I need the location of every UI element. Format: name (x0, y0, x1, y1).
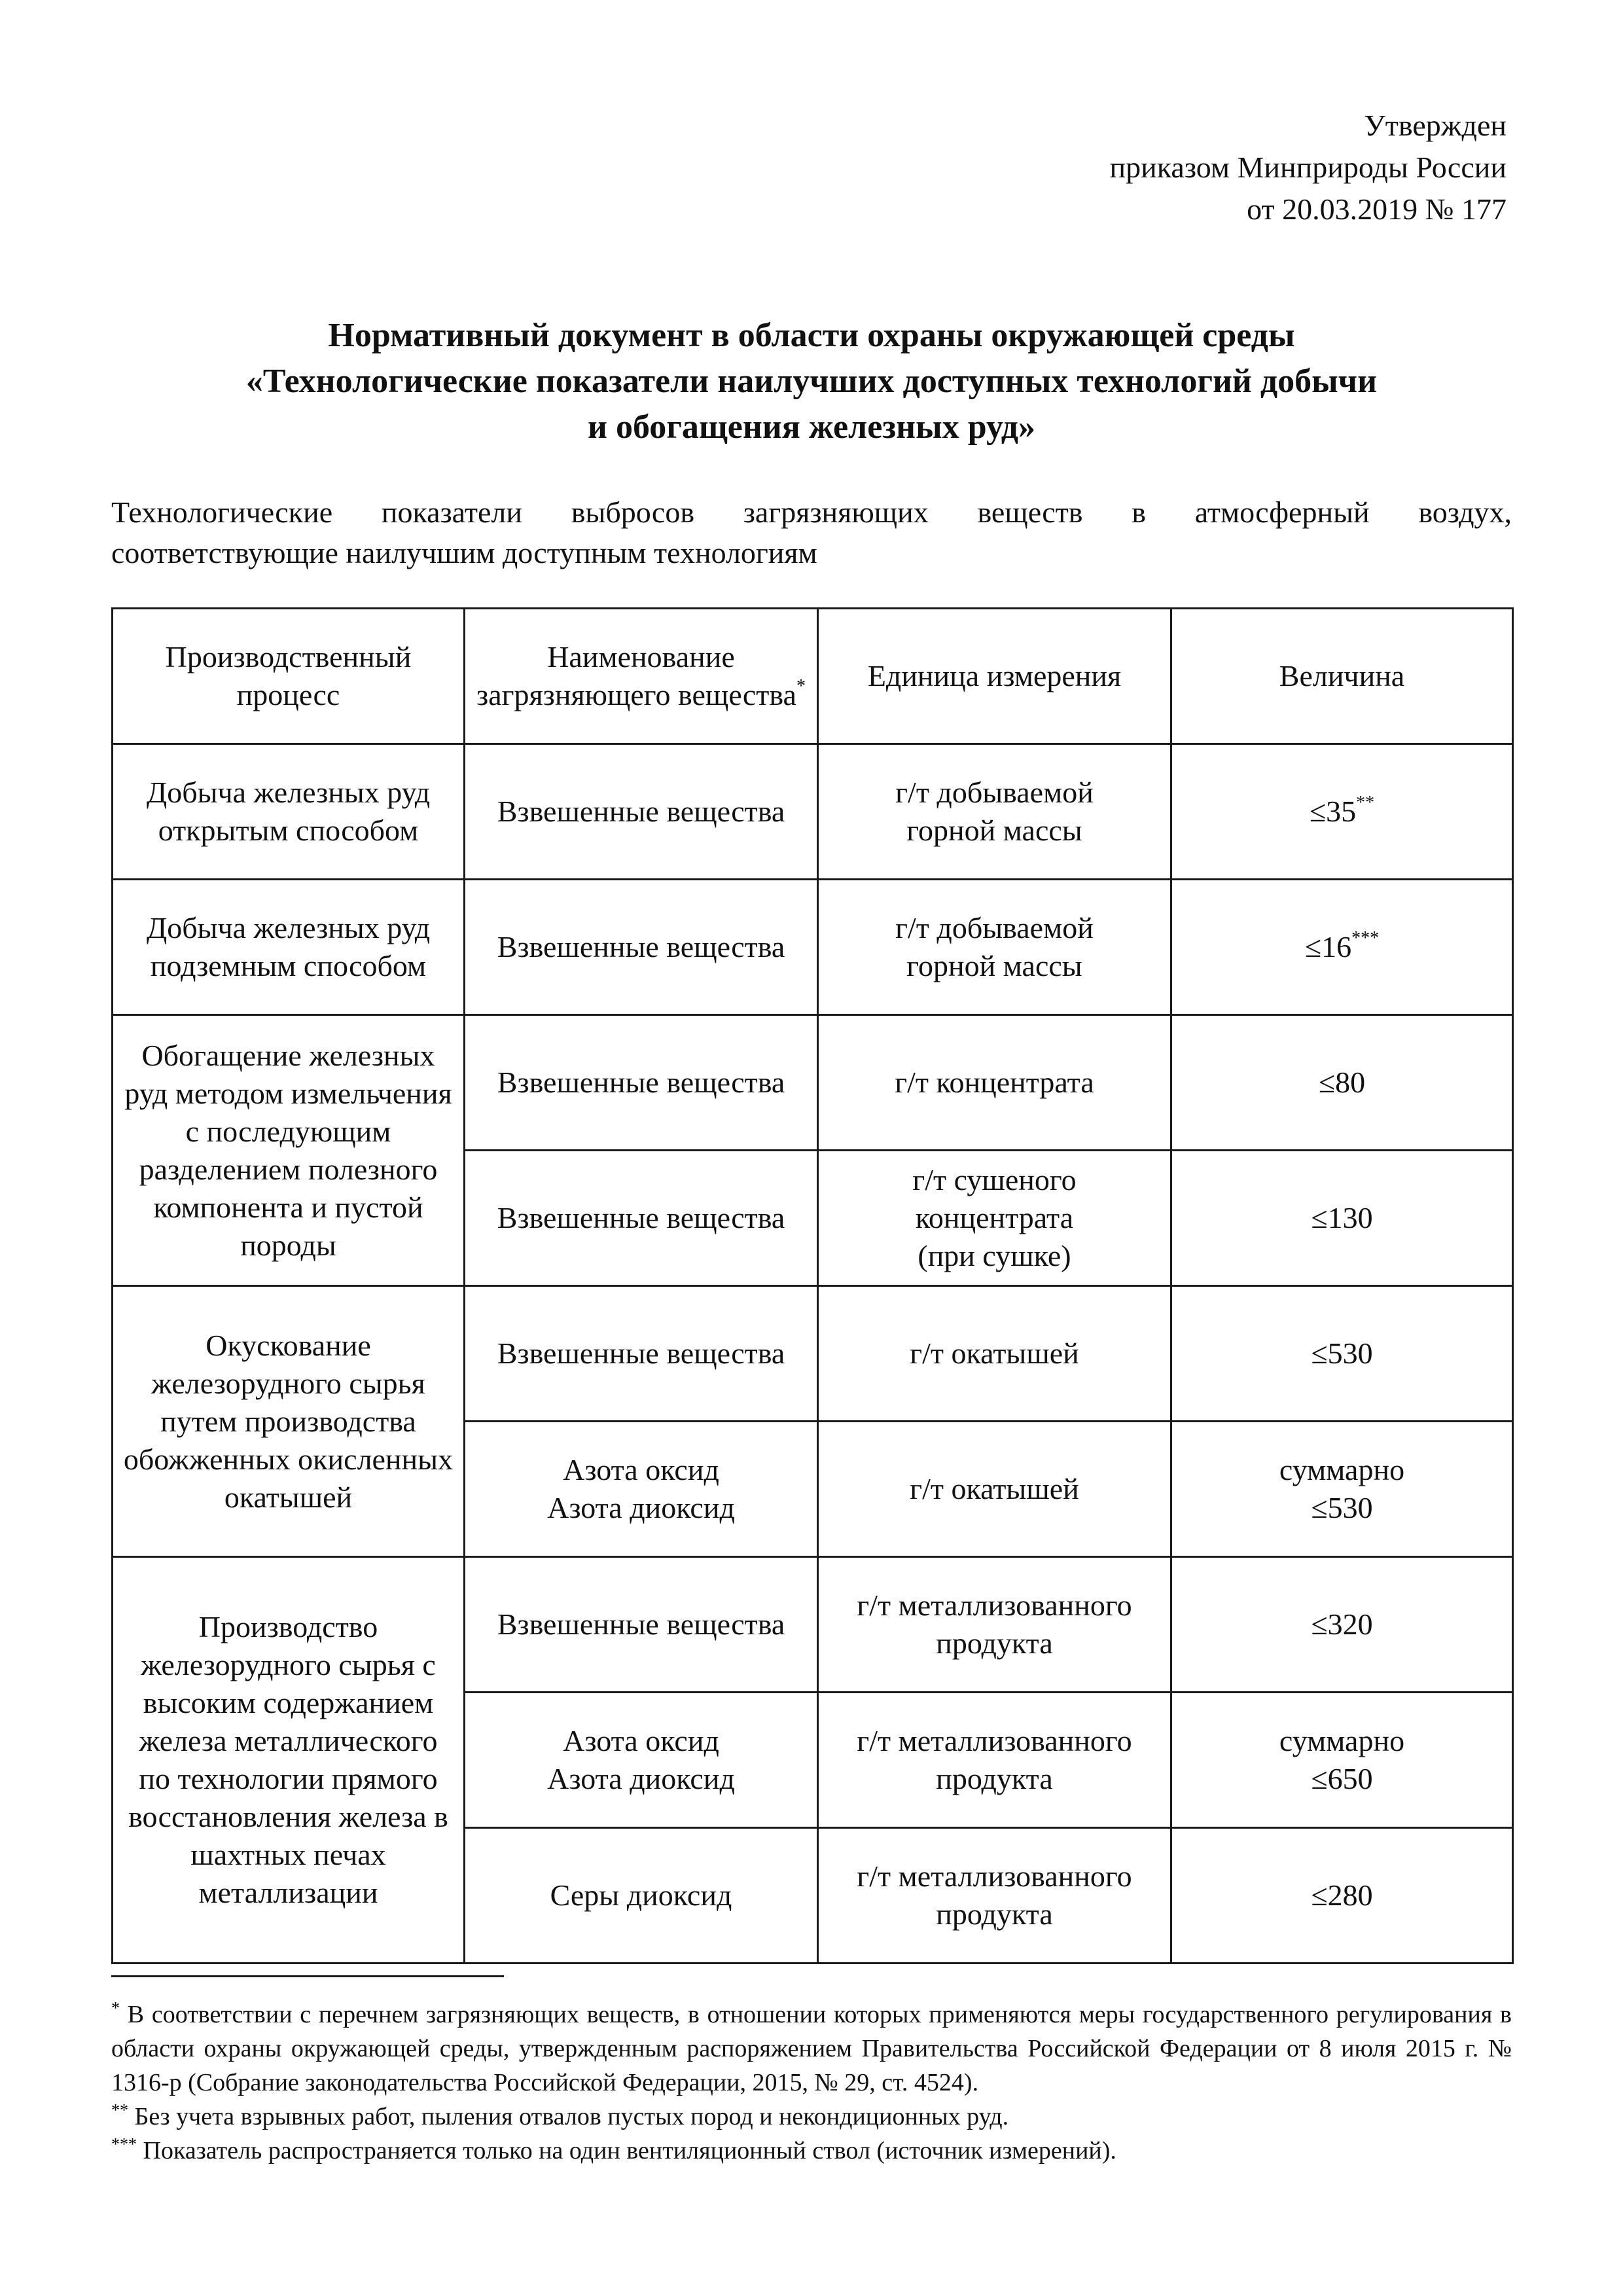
title-line-1: Нормативный документ в области охраны окружающей среды (328, 317, 1295, 354)
cell-unit (818, 1015, 1171, 1151)
table-row (113, 1557, 1513, 1693)
header-unit (818, 609, 1171, 744)
cell-unit-line: концентрата (915, 1201, 1074, 1234)
cell-substance-line: Взвешенные вещества (497, 1201, 785, 1234)
table-header-row (113, 609, 1513, 744)
cell-value (1171, 1828, 1513, 1964)
footnote (111, 2134, 1512, 2168)
cell-process: Окускование железорудного сырья путем производства обожженных окисленных окатышей (113, 1286, 465, 1557)
intro-line-2: соответствующие наилучшим доступным технологиям (111, 536, 817, 569)
cell-value-line-wrap (1179, 793, 1505, 831)
table-row (113, 880, 1513, 1015)
cell-value-line: ≤530 (1311, 1491, 1373, 1524)
cell-value (1171, 1015, 1513, 1151)
cell-value-line: ≤35 (1309, 795, 1357, 828)
cell-unit (818, 1151, 1171, 1286)
cell-unit (818, 1286, 1171, 1422)
cell-value-line: ≤80 (1318, 1066, 1366, 1099)
cell-substance (465, 1422, 818, 1557)
cell-substance (465, 744, 818, 880)
cell-unit (818, 1693, 1171, 1828)
cell-unit-line: г/т окатышей (910, 1472, 1079, 1505)
footnotes (111, 1998, 1512, 2168)
cell-unit-line: (при сушке) (918, 1239, 1071, 1272)
approval-line-2: приказом Минприроды России (1109, 151, 1507, 184)
cell-unit-line: г/т металлизованного (857, 1859, 1132, 1893)
table-row (113, 744, 1513, 880)
cell-value (1171, 1422, 1513, 1557)
cell-substance (465, 1828, 818, 1964)
cell-process: Добыча железных руд открытым способом (113, 744, 465, 880)
cell-value (1171, 1557, 1513, 1693)
cell-substance-line: Азота диоксид (547, 1491, 735, 1524)
cell-value (1171, 880, 1513, 1015)
cell-unit-line: продукта (936, 1897, 1053, 1931)
approval-line-3: от 20.03.2019 № 177 (1247, 192, 1507, 226)
table-body (113, 744, 1513, 1964)
cell-process: Добыча железных руд подземным способом (113, 880, 465, 1015)
footnote (111, 1998, 1512, 2100)
cell-value (1171, 1151, 1513, 1286)
cell-value-line: ≤130 (1311, 1201, 1373, 1234)
cell-unit-line: г/т окатышей (910, 1336, 1079, 1370)
cell-substance-line: Взвешенные вещества (497, 1066, 785, 1099)
document-title (111, 313, 1512, 450)
cell-unit-line: г/т металлизованного (857, 1588, 1132, 1622)
approval-line-1: Утвержден (1364, 109, 1507, 142)
header-process-label: Производственный процесс (165, 640, 412, 711)
cell-value-line: ≤530 (1311, 1336, 1373, 1370)
approval-stamp (1110, 105, 1507, 230)
cell-substance (465, 1557, 818, 1693)
cell-value-line: ≤280 (1311, 1878, 1373, 1912)
footnote-mark: ** (111, 2100, 128, 2120)
emissions-table (111, 607, 1514, 1964)
cell-value-line: суммарно (1279, 1724, 1405, 1757)
cell-unit (818, 880, 1171, 1015)
footnote-text: В соответствии с перечнем загрязняющих веществ, в отношении которых применяются меры государственного регулирования в области охраны окружающей среды, утвержденным распоряжением Правительства Российской Федерации от 8 июля 2015 г. № 1316-р (Собрание законодательства Российской Федерации, 2015, № 29, ст. 4524). (111, 2001, 1512, 2096)
cell-substance (465, 1015, 818, 1151)
cell-unit (818, 1557, 1171, 1693)
table-row (113, 1286, 1513, 1422)
header-substance (465, 609, 818, 744)
footnote-separator (111, 1975, 504, 1977)
header-substance-footnote-mark: * (796, 675, 806, 696)
header-substance-label: Наименование загрязняющего вещества (476, 640, 796, 711)
cell-substance (465, 1286, 818, 1422)
cell-value (1171, 1286, 1513, 1422)
footnote-text: Без учета взрывных работ, пыления отвалов пустых пород и некондиционных руд. (134, 2103, 1009, 2130)
footnote (111, 2100, 1512, 2134)
cell-unit-line: г/т добываемой (895, 911, 1094, 944)
cell-value (1171, 1693, 1513, 1828)
footnote-text: Показатель распространяется только на один вентиляционный ствол (источник измерений). (143, 2137, 1116, 2164)
intro-line-1: Технологические показатели выбросов загрязняющих веществ в атмосферный воздух, (111, 495, 1512, 529)
cell-unit-line: г/т металлизованного (857, 1724, 1132, 1757)
header-value-label: Величина (1279, 659, 1405, 692)
cell-substance (465, 1151, 818, 1286)
cell-process: Обогащение железных руд методом измельчения с последующим разделением полезного компонента и пустой породы (113, 1015, 465, 1286)
cell-unit (818, 1828, 1171, 1964)
cell-substance-line: Серы диоксид (550, 1878, 732, 1912)
table-row (113, 1015, 1513, 1151)
cell-unit-line: горной массы (906, 949, 1082, 982)
cell-value (1171, 744, 1513, 880)
cell-substance-line: Взвешенные вещества (497, 1336, 785, 1370)
cell-substance-line: Азота оксид (563, 1724, 719, 1757)
cell-value-line: суммарно (1279, 1453, 1405, 1486)
value-footnote-mark: ** (1356, 792, 1375, 813)
value-footnote-mark: *** (1351, 927, 1380, 948)
cell-substance-line: Взвешенные вещества (497, 795, 785, 828)
cell-unit-line: г/т сушеного (912, 1163, 1077, 1196)
header-process (113, 609, 465, 744)
title-line-3: и обогащения железных руд» (588, 408, 1035, 446)
cell-substance-line: Азота диоксид (547, 1762, 735, 1795)
header-value (1171, 609, 1513, 744)
cell-substance-line: Взвешенные вещества (497, 1607, 785, 1641)
cell-unit-line: продукта (936, 1762, 1053, 1795)
footnote-mark: *** (111, 2134, 137, 2154)
cell-unit-line: г/т концентрата (895, 1066, 1094, 1099)
cell-unit (818, 1422, 1171, 1557)
cell-value-line: ≤650 (1311, 1762, 1373, 1795)
footnote-mark: * (111, 1998, 120, 2018)
cell-value-line-wrap (1179, 928, 1505, 966)
cell-substance-line: Азота оксид (563, 1453, 719, 1486)
cell-substance-line: Взвешенные вещества (497, 930, 785, 963)
intro-paragraph (111, 492, 1512, 573)
cell-unit-line: горной массы (906, 814, 1082, 847)
cell-value-line: ≤16 (1304, 930, 1352, 963)
header-unit-label: Единица измерения (867, 659, 1122, 692)
cell-value-line: ≤320 (1311, 1607, 1373, 1641)
cell-substance (465, 880, 818, 1015)
cell-process: Производство железорудного сырья с высоким содержанием железа металлического по технологии прямого восстановления железа в шахтных печах металлизации (113, 1557, 465, 1964)
cell-substance (465, 1693, 818, 1828)
cell-unit-line: г/т добываемой (895, 776, 1094, 809)
cell-unit-line: продукта (936, 1626, 1053, 1660)
cell-unit (818, 744, 1171, 880)
title-line-2: «Технологические показатели наилучших доступных технологий добычи (245, 363, 1378, 400)
